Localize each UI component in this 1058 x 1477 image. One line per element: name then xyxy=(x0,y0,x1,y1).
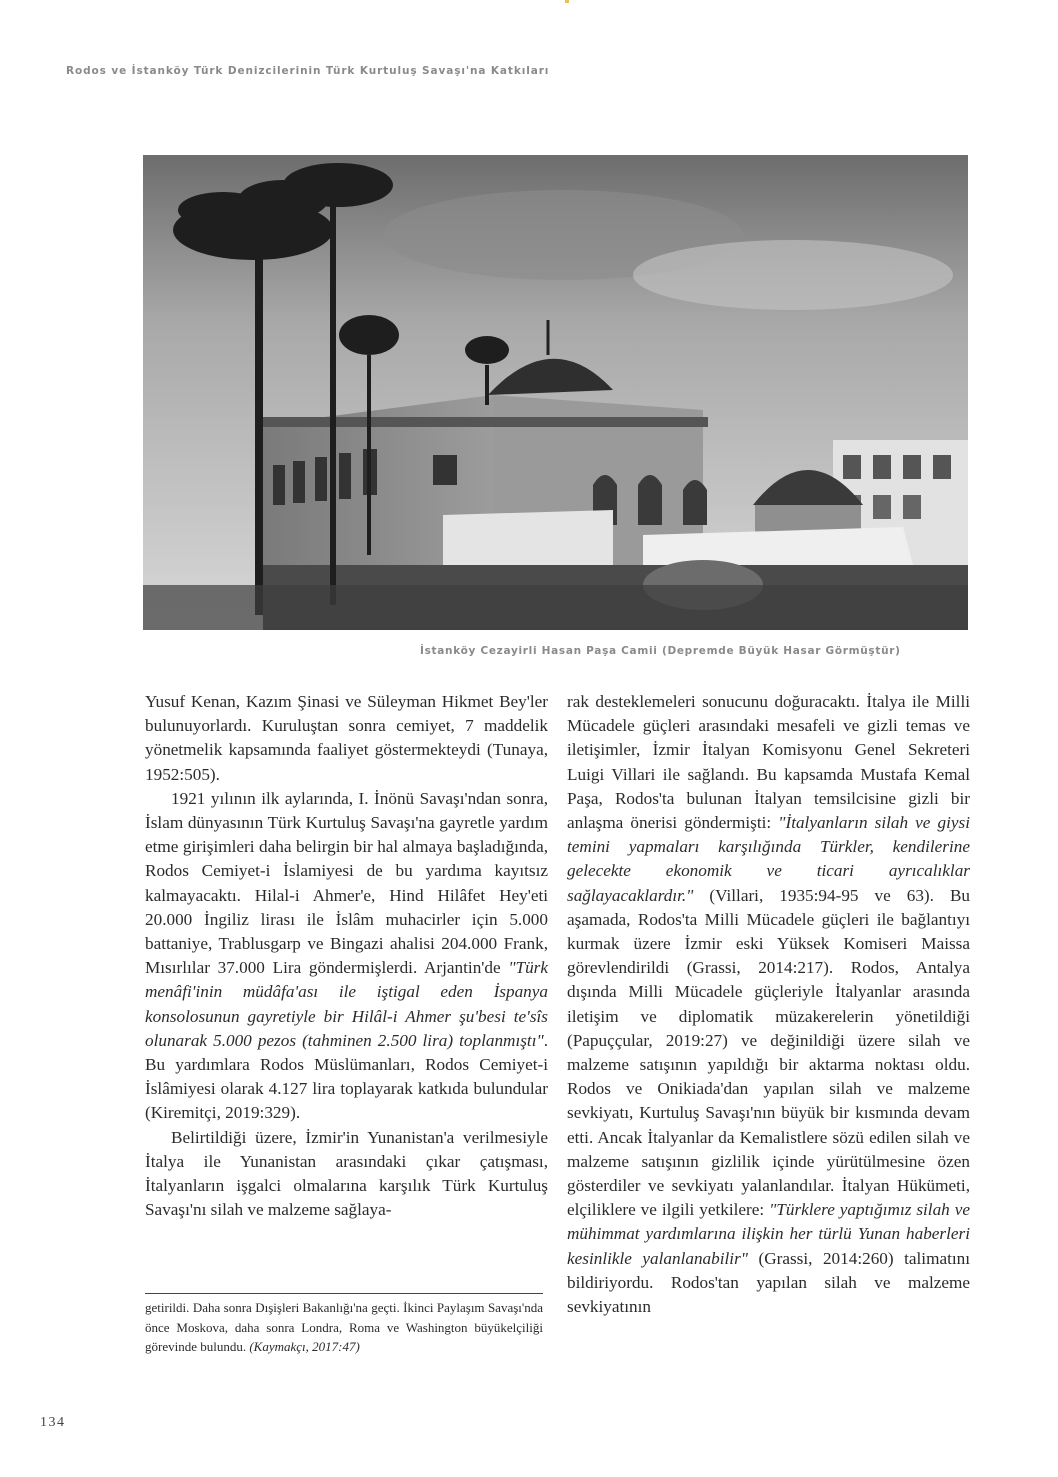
quotation: "İtalyanların silah ve giysi temini yapmaları karşılığında Türkler, kendilerine gelecekte ekonomik ve ticari ayrıcalıklar sağlayacaklardır." xyxy=(567,813,970,905)
right-column xyxy=(567,690,970,1319)
left-column xyxy=(145,690,548,1222)
footnote xyxy=(145,1298,543,1357)
running-header: Rodos ve İstanköy Türk Denizcilerinin Türk Kurtuluş Savaşı'na Katkıları xyxy=(66,65,550,77)
footnote-citation: (Kaymakçı, 2017:47) xyxy=(249,1339,360,1354)
paragraph: Belirtildiği üzere, İzmir'in Yunanistan'a verilmesiyle İtalya ile Yunanistan arasındaki çıkar çatışması, İtalyanların işgalci olmalarına karşılık Türk Kurtuluş Savaşı'nı silah ve malzeme sağlaya- xyxy=(145,1127,548,1220)
mosque-photo-illustration xyxy=(143,155,968,630)
paragraph: Yusuf Kenan, Kazım Şinasi ve Süleyman Hikmet Bey'ler bulunuyorlardı. Kuruluştan sonra cemiyet, 7 maddelik yönetmelik kapsamında faaliyet göstermekteydi (Tunaya, 1952:505). xyxy=(145,692,548,784)
page-edge-mark xyxy=(565,0,569,3)
paragraph-text: rak desteklemeleri sonucunu doğuracaktı. İtalya ile Milli Mücadele güçleri arasındaki mesafeli ve gizli temas ve iletişimler, İzmir İtalyan Komisyonu Genel Sekreteri Luigi Villari ile sağlandı. Bu kapsamda Mustafa Kemal Paşa, Rodos'ta bulunan İtalyan temsilcisine gizli bir anlaşma önerisi göndermişti: xyxy=(567,692,970,833)
paragraph-text: 1921 yılının ilk aylarında, I. İnönü Savaşı'ndan sonra, İslam dünyasının Türk Kurtuluş Savaşı'na gayretle yardım etme girişimleri daha belirgin bir hal almaya başladığında, Rodos Cemiyet-i İslamiyesi de bu yardıma kayıtsız kalmayacaktı. Hilal-i Ahmer'e, Hind Hilâfet Hey'eti 20.000 İngiliz lirası ile İslâm muhacirler için 5.000 battaniye, Trablusgarp ve Bingazi ahalisi 204.000 Frank, Mısırlılar 37.000 Lira göndermişlerdi. Arjantin'de xyxy=(145,788,548,978)
mosque-photo xyxy=(143,155,968,630)
paragraph-text: (Grassi, 2014:260) talimatını bildiriyordu. Rodos'tan yapılan silah ve malzeme sevkiyatının xyxy=(567,1248,970,1317)
footnote-rule xyxy=(145,1293,543,1294)
paragraph-text: . Bu yardımlara Rodos Müslümanları, Rodos Cemiyet-i İslâmiyesi olarak 4.127 lira toplayarak katkıda bulundular (Kiremitçi, 2019:329). xyxy=(145,1030,548,1123)
quotation: "Türklere yaptığımız silah ve mühimmat yardımlarına ilişkin her türlü Yunan haberleri kesinlikle yalanlanabilir" xyxy=(567,1200,970,1268)
figure-caption: İstanköy Cezayirli Hasan Paşa Camii (Depremde Büyük Hasar Görmüştür) xyxy=(420,645,901,657)
paragraph xyxy=(145,787,548,1126)
paragraph-text: (Villari, 1935:94-95 ve 63). Bu aşamada, Rodos'ta Milli Mücadele güçleri ile bağlantıyı kurmak üzere İzmir eski Yüksek Komiseri Maissa görevlendirildi (Grassi, 2014:217). Rodos, Antalya dışında Milli Mücadele güçleriyle İtalyanlar arasında iletişim ve diplomatik müzakerelerin yönetildiği (Papuççular, 2019:27) ve değinildiği üzere silah ve malzeme satışının yapıldığı bir aktarma noktası oldu. Rodos ve Onikiada'dan yapılan silah ve malzeme sevkiyatı, Kurtuluş Savaşı'nın büyük bir kısmında devam etti. Ancak İtalyanlar da Kemalistlere sözü edilen silah ve malzeme satışının gizlilik içinde yürütülmesine özen gösterdiler ve sevkiyatı yalanlandılar. İtalyan Hükümeti, elçiliklere ve ilgili yetkilere: xyxy=(567,885,970,1220)
footnote-text: getirildi. Daha sonra Dışişleri Bakanlığı'na geçti. İkinci Paylaşım Savaşı'nda önce Moskova, daha sonra Londra, Roma ve Washington büyükelçiliği görevinde bulundu. xyxy=(145,1300,543,1354)
paragraph xyxy=(567,690,970,1319)
page-number: 134 xyxy=(40,1415,66,1430)
quotation: "Türk menâfi'inin müdâfa'ası ile iştigal eden İspanya konsolosunun gayretiyle bir Hilâl-i Ahmer şu'besi te'sîs olunarak 5.000 pezos (tahminen 2.500 lira) toplanmıştı" xyxy=(145,958,548,1050)
